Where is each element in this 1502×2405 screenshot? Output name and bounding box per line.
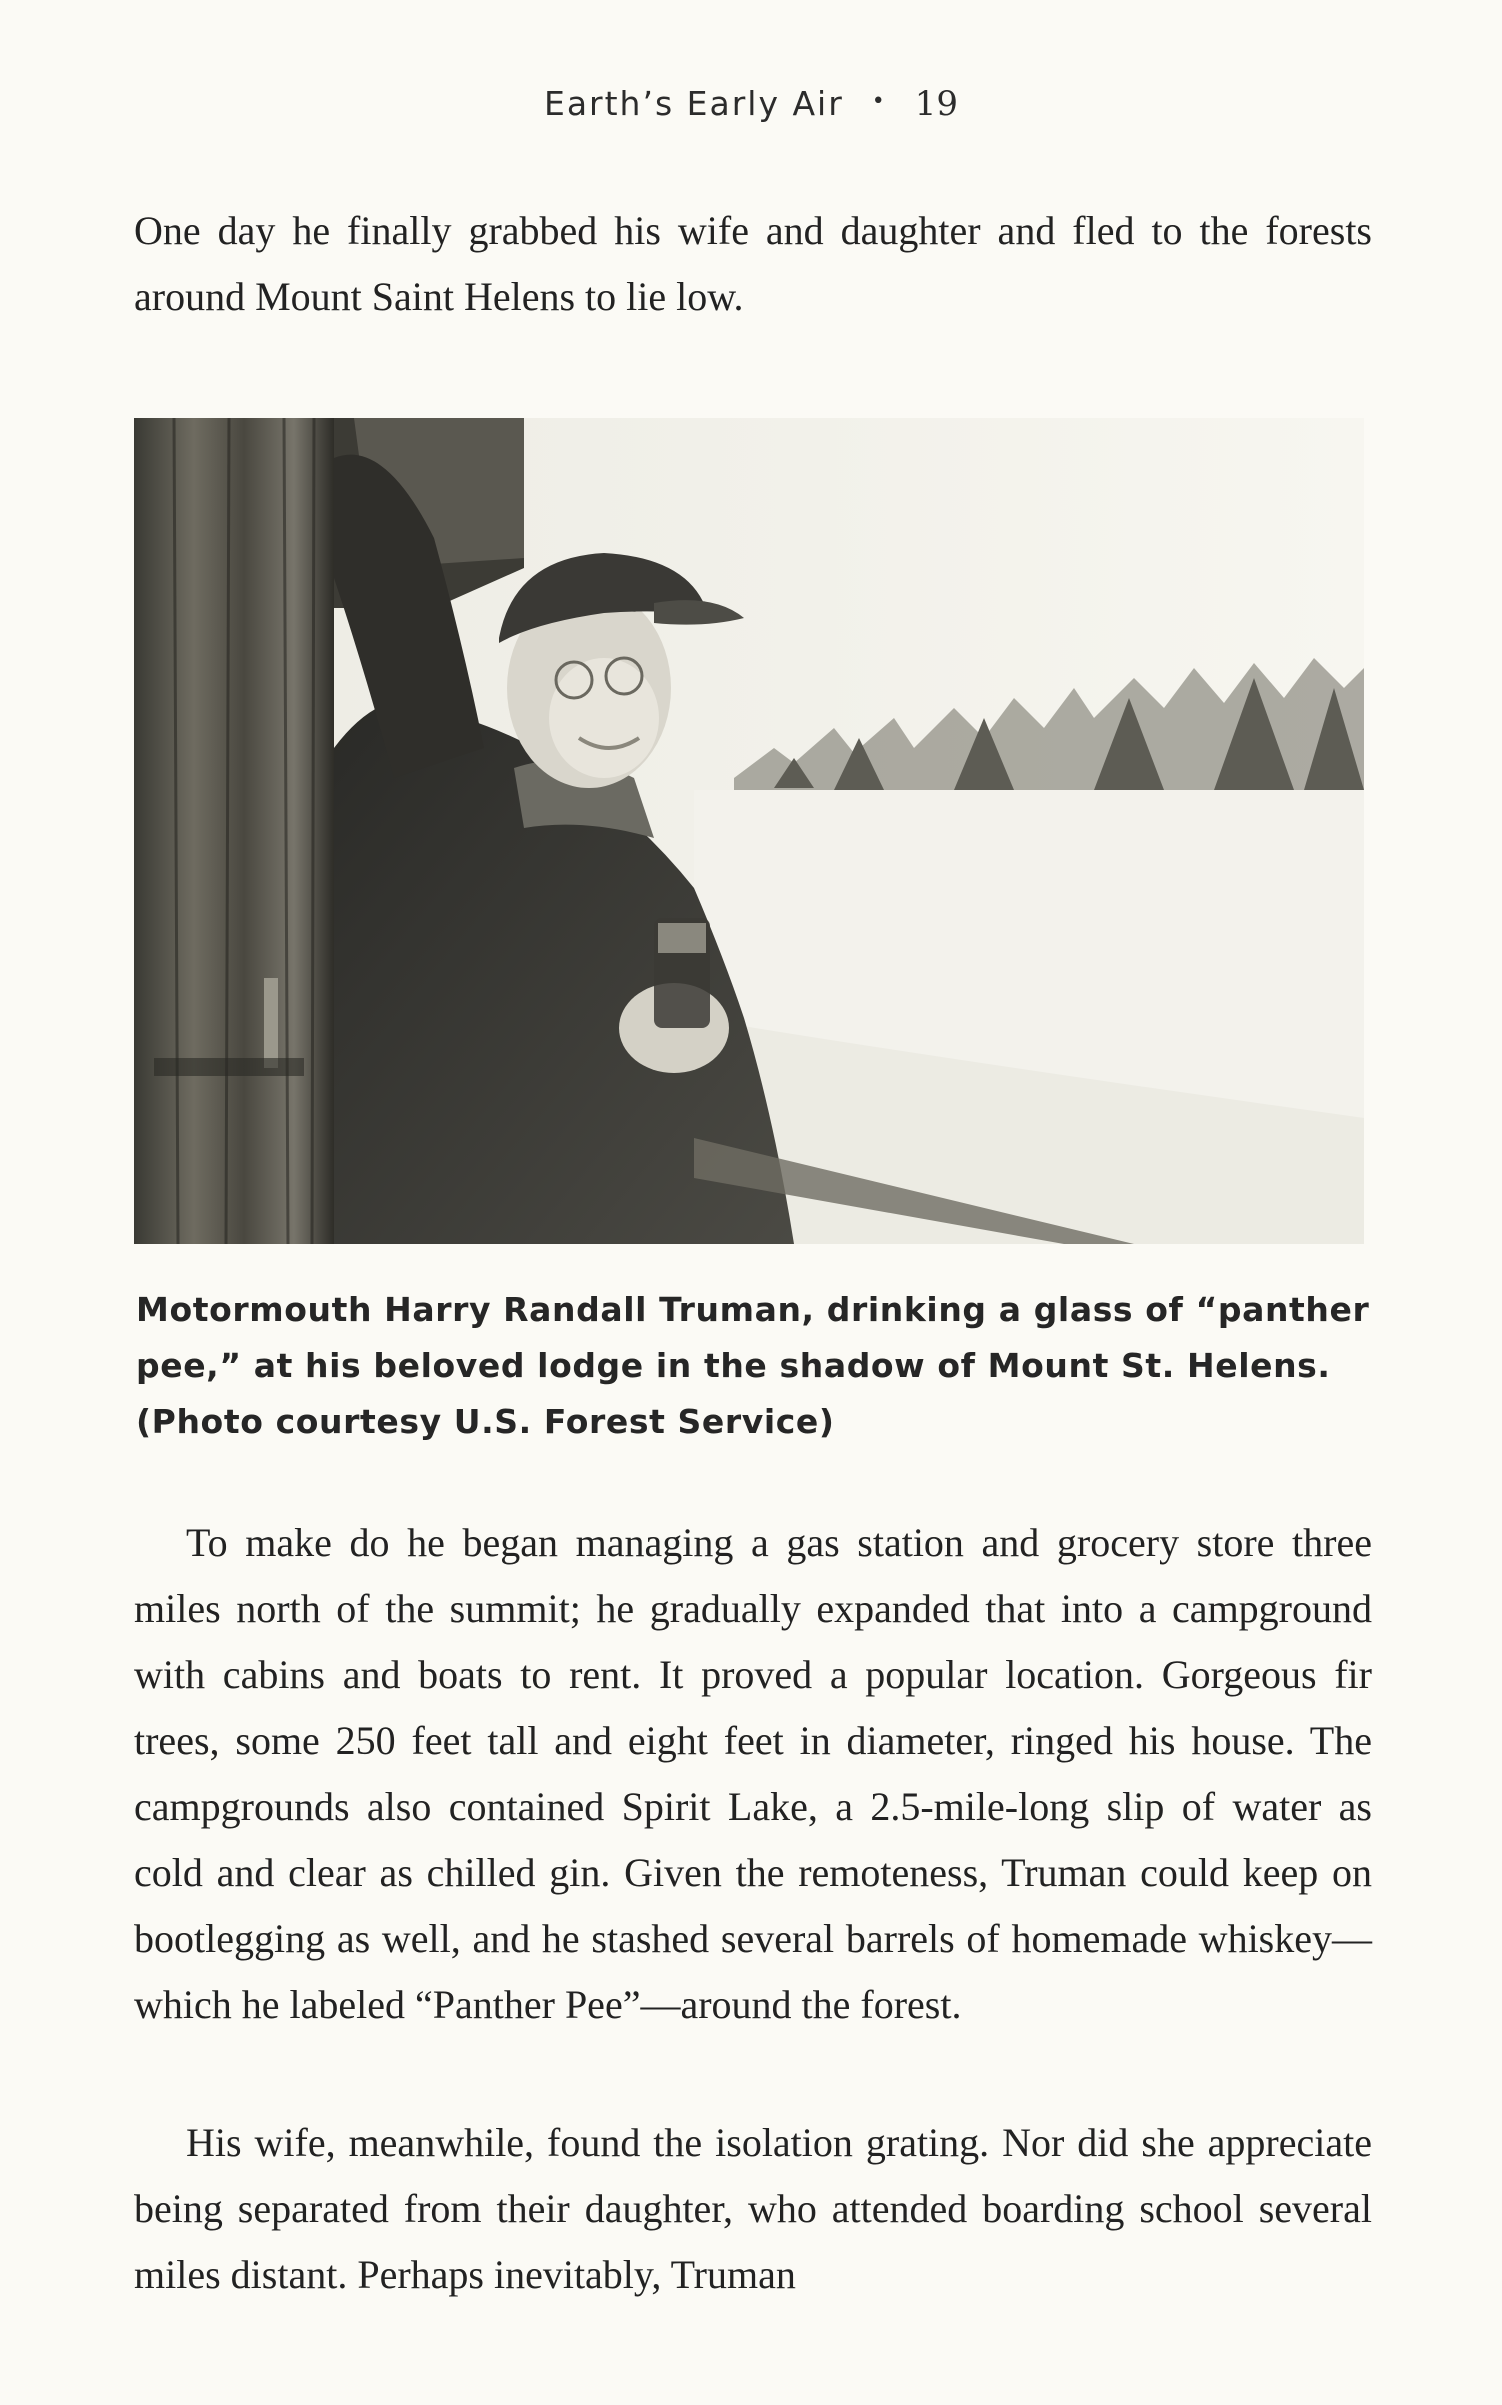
paragraph-wife: His wife, meanwhile, found the isolation grating. Nor did she appreciate being separated from their daughter, who attended boarding school several miles distant. Perhaps inevitably, Truman bbox=[134, 2120, 1372, 2297]
chapter-title: Earth’s Early Air bbox=[543, 84, 844, 123]
paragraph-intro: One day he finally grabbed his wife and daughter and fled to the forests around Mount Saint Helens to lie low. bbox=[134, 208, 1372, 319]
photo-harry-truman bbox=[134, 418, 1364, 1244]
running-header bbox=[0, 84, 1502, 124]
photo-caption: Motormouth Harry Randall Truman, drinking a glass of “panther pee,” at his beloved lodge in the shadow of Mount St. Helens. (Photo courtesy U.S. Forest Service) bbox=[136, 1290, 1370, 1441]
header-separator: • bbox=[871, 89, 887, 114]
page-number: 19 bbox=[914, 84, 959, 124]
paragraph-campground: To make do he began managing a gas station and grocery store three miles north of the summit; he gradually expanded that into a campground with cabins and boats to rent. It proved a popular location. Gorgeous fir trees, some 250 feet tall and eight feet in diameter, ringed his house. The campgrounds also contained Spirit Lake, a 2.5-mile-long slip of water as cold and clear as chilled gin. Given the remoteness, Truman could keep on bootlegging as well, and he stashed several barrels of homemade whiskey—which he labeled “Panther Pee”—around the forest. bbox=[134, 1520, 1372, 2027]
